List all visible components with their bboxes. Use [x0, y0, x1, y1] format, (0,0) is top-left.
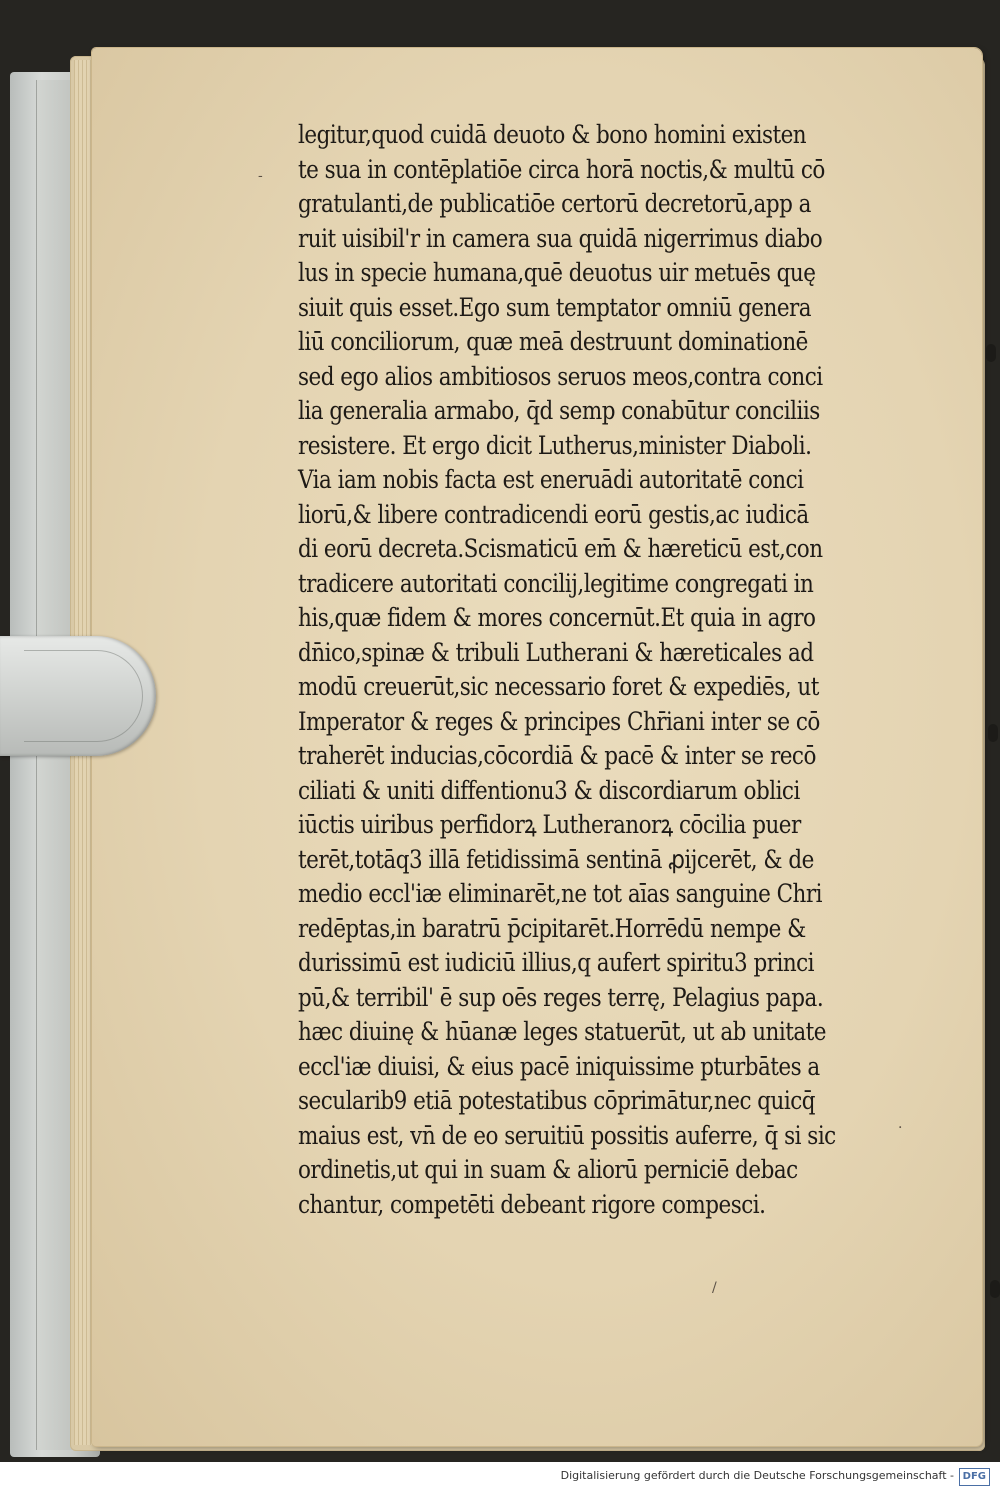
- text-line: secularib9 etiā potestatibus cōprimātur,nec quicq̄: [298, 1086, 816, 1115]
- text-line: medio eccl'iæ eliminarēt,ne tot aīas sanguine Chri: [298, 879, 823, 908]
- text-line: siuit quis esset.Ego sum temptator omniū genera: [298, 292, 812, 322]
- text-line: hæc diuinę & hūanæ leges statuerūt, ut ab unitate: [298, 1017, 827, 1046]
- margin-mark: -: [258, 168, 263, 184]
- margin-mark: ·: [898, 1120, 903, 1136]
- text-line: redēptas,in baratrū p̄cipitarēt.Horrēdū nempe &: [298, 913, 806, 943]
- dfg-logo-icon: DFG: [959, 1468, 990, 1486]
- text-line: durissimū est iudiciū illius,q aufert spiritu3 princi: [298, 948, 815, 977]
- text-line: Via iam nobis facta est eneruādi autoritatē conci: [298, 465, 804, 494]
- page-clip-outline: [24, 650, 143, 742]
- text-line: eccl'iæ diuisi, & eius pacē iniquissime pturbātes a: [298, 1051, 820, 1081]
- text-line: iūctis uiribus perfidorꝝ Lutheranorꝝ cōcilia puer: [298, 810, 801, 839]
- page-text: [298, 118, 938, 1222]
- binding-hole: [990, 1280, 1000, 1298]
- text-line: di eorū decreta.Scismaticū em̄ & hæreticū est,con: [298, 534, 823, 563]
- text-line: chantur, competēti debeant rigore compesci.: [298, 1189, 766, 1219]
- text-line: modū creuerūt,sic necessario foret & expediēs, ut: [298, 672, 819, 701]
- text-line: sed ego alios ambitiosos seruos meos,contra conci: [298, 361, 823, 391]
- text-line: ruit uisibil'r in camera sua quidā nigerrimus diabo: [298, 223, 823, 253]
- text-line: liorū,& libere contradicendi eorū gestis,ac iudicā: [298, 499, 809, 529]
- text-line: ciliati & uniti diffentionu3 & discordiarum oblici: [298, 775, 800, 805]
- text-line: terēt,totāq3 illā fetidissimā sentinā ꝓijcerēt, & de: [298, 844, 814, 874]
- text-line: te sua in contēplatiōe circa horā noctis,& multū cō: [298, 154, 825, 184]
- text-line: liū conciliorum, quæ meā destruunt dominationē: [298, 327, 808, 356]
- text-line: his,quæ fidem & mores concernūt.Et quia in agro: [298, 603, 816, 632]
- text-line: lus in specie humana,quē deuotus uir metuēs quę: [298, 258, 816, 287]
- text-line: gratulanti,de publicatiōe certorū decretorū,app a: [298, 189, 811, 218]
- text-line: Imperator & reges & principes Chr̄iani inter se cō: [298, 706, 820, 736]
- text-line: tradicere autoritati concilij,legitime congregati in: [298, 568, 814, 598]
- text-line: ordinetis,ut qui in suam & aliorū perniciē debac: [298, 1155, 798, 1184]
- text-line: resistere. Et ergo dicit Lutherus,minister Diaboli.: [298, 430, 812, 460]
- text-line: pū,& terribil' ē sup oēs reges terrę, Pelagius papa.: [298, 982, 824, 1012]
- margin-mark: /: [712, 1280, 717, 1296]
- binding-hole: [986, 344, 996, 362]
- footer-credit: Digitalisierung gefördert durch die Deutsche Forschungsgemeinschaft -: [560, 1469, 954, 1482]
- text-line: legitur,quod cuidā deuoto & bono homini existen: [298, 120, 807, 149]
- text-line: lia generalia armabo, q̄d semp conabūtur conciliis: [298, 396, 820, 425]
- text-line: dn̄ico,spinæ & tribuli Lutherani & hæreticales ad: [298, 637, 814, 667]
- text-line: traherēt inducias,cōcordiā & pacē & inter se recō: [298, 741, 816, 770]
- footer-bar: [0, 1462, 1000, 1492]
- binding-hole: [988, 724, 998, 742]
- text-line: maius est, vn̄ de eo seruitiū possitis auferre, q̄ si sic: [298, 1120, 836, 1150]
